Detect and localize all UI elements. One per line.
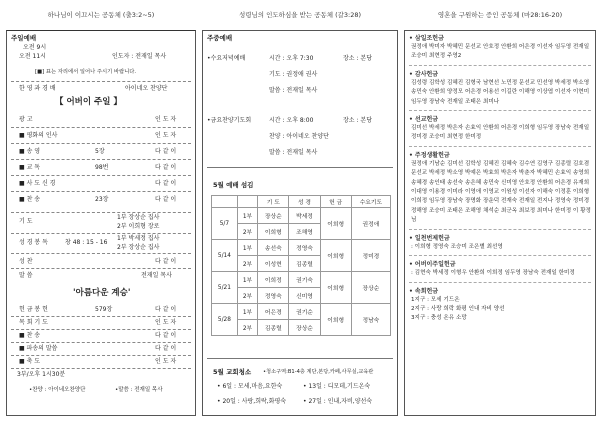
offering-section-title: • 감사헌금 [409,70,439,78]
divider [11,316,191,317]
sunday-worship-title: 주일예배 [11,34,37,42]
divider [11,342,191,343]
table-row [212,272,391,288]
scripture-cell: 정영숙 [289,240,320,256]
divider [11,159,191,160]
cleaning-title: 5월 교회청소 [213,368,252,376]
table-row [212,304,391,320]
offering-section [409,115,591,147]
column-header: 하나님이 이끄시는 공동체 (출3:2~5) [47,11,155,19]
prayer-second: 2부 이희형 장로 [117,223,160,230]
praise-header-right: 아이네오 찬양단 [125,85,168,92]
friday-praise: 찬양 : 아이네오 찬양단 [269,133,329,140]
offering-section [409,260,591,282]
divider [11,355,191,356]
divider [409,282,591,283]
scripture-label: 성 경 봉 독 [19,239,48,246]
offering-section-title: • 속회헌금 [409,287,439,295]
divider [409,229,591,230]
order-item-hymn: 98번 [95,164,109,171]
standing-notice: [■] 표는 자리에서 일어나 주시기 바랍니다. [35,69,137,75]
scripture-cell: 신미영 [289,288,320,304]
scripture-second: 2부 장상순 집사 [117,244,160,251]
wednesday-prayer: 기도 : 권정애 권사 [269,71,318,78]
divider [409,255,591,256]
time-second: 오전 11시 [19,53,46,60]
part-cell: 1부 [237,208,257,224]
order-item-label: ■ 교 독 [19,164,41,171]
order-item-label: 광 고 [19,116,33,123]
worship-order-column [6,0,196,424]
sermon-value: 전재일 목사 [141,272,172,279]
order-item-label: ■ 송 영 [19,148,41,155]
prayer-cell: 장상순 [258,208,289,224]
part-cell: 1부 [237,272,257,288]
may-service-title: 5월 예배 섬김 [213,181,254,189]
table-row [212,240,391,256]
order-item-leader: 다 같 이 [155,196,177,203]
wednesday-prayer-cell: 장상순 [351,272,390,304]
weekday-box [202,30,398,416]
wednesday-prayer-cell: 권정애 [351,208,390,240]
scripture-cell: 조해영 [289,224,320,240]
order-item-label: ■ 파송의 말씀 [19,345,58,352]
order-item-leader: 다 같 이 [155,345,177,352]
offering-cell: 이희형 [320,240,351,272]
wednesday-label: •수요저녁예배 [207,55,246,62]
afternoon-praise: •찬양 : 아이네오찬양단 [29,387,86,393]
cleaning-entry: • 20일 : 사랑,희락,화평숙 [217,398,287,405]
prayer-cell: 이희형 [258,224,289,240]
wednesday-prayer-cell: 정남숙 [351,304,390,336]
sermon-title-banner: '아름다운 계승' [73,288,131,298]
order-item-label: ■ 사 도 신 경 [19,180,56,187]
offering-section-names: 김성령 김학성 김혜진 김형국 남현선 노민정 문선교 민선영 박세정 박소영 송민숙 안환희 양정모 어은경 어용선 이길란 이해영 이상엽 이선자 이현미 임두영 장남숙 전재일 조태은 최미나 [411,79,590,105]
column-header: 영혼을 구원하는 증인 공동체 (마28:16-20) [437,11,563,19]
divider [11,191,191,192]
afternoon-time: 3부/오후 1시30분 [17,371,66,378]
parents-day-banner: 【 어버이 주일 】 [55,97,122,107]
offering-section [409,234,591,256]
wednesday-sermon: 말씀 : 전재일 목사 [269,87,318,94]
table-header-cell: 헌 금 [320,196,351,208]
friday-time: 시간 : 오후 8:00 [269,117,314,124]
communion-label: 성 찬 [19,258,33,265]
order-item-label: ■ 평화의 인사 [19,132,58,139]
scripture-cell: 권기순 [289,304,320,320]
part-cell: 2부 [237,224,257,240]
officiant: 인도자 : 전재일 목사 [112,53,167,60]
prayer-label: 기 도 [19,218,33,225]
offering-cell: 이희형 [320,304,351,336]
cleaning-entry: • 27일 : 인내,자비,양선숙 [303,398,373,405]
order-item-leader: 다 같 이 [155,332,177,339]
prayer-first: 1부 장상순 집사 [117,214,160,221]
order-item-leader: 다 같 이 [155,164,177,171]
prayer-cell: 정영숙 [258,288,289,304]
offering-column [404,0,596,424]
order-item-leader: 다 같 이 [155,180,177,187]
friday-label: •금요찬양기도회 [207,117,252,124]
order-item-label: 헌 금 봉 헌 [19,306,48,313]
offering-section-names: 권정애 박미자 박혜민 문선교 안호정 안환희 어은경 이선자 임두영 전재일 조승미 최현정 주영2 [411,44,590,60]
column-header: 성령님의 인도하심을 받는 공동체 (갈3:28) [238,11,362,19]
divider [11,368,191,369]
table-header-cell: 기 도 [258,196,289,208]
sermon-label: 말 씀 [19,272,33,279]
wednesday-place: 장소 : 본당 [343,55,373,62]
communion-value: 다 같 이 [155,258,177,265]
table-header-cell: 수요기도 [351,196,390,208]
part-cell: 2부 [237,256,257,272]
offering-section-names: 1지구 : 모세 기드온 2지구 : 사랑 희락 화평 인내 자비 양선 3지구 : 충성 온유 소망 [411,296,505,322]
divider [11,329,191,330]
worship-order-box [6,30,196,416]
may-service-table [211,195,391,336]
date-cell: 5/28 [212,304,238,336]
prayer-cell: 송선숙 [258,240,289,256]
prayer-cell: 김종렬 [258,320,289,336]
scripture-cell: 박세정 [289,208,320,224]
divider [409,146,591,147]
scripture-reference: 창 48 : 15 - 16 [65,239,108,246]
time-first: 오전 9시 [23,44,47,51]
order-item-leader: 인 도 자 [155,319,177,326]
date-cell: 5/21 [212,272,238,304]
divider [11,175,191,176]
part-cell: 2부 [237,288,257,304]
order-item-leader: 인 도 자 [155,358,177,365]
order-item-leader: 인 도 자 [155,116,177,123]
offering-section [409,34,591,66]
praise-header-left: 한 영 과 경 배 [19,85,56,92]
wednesday-prayer-cell: 정미경 [351,240,390,272]
cleaning-note: •청소구역:B1-4층 계단,본당,카페,사무실,교육관 [263,369,374,375]
offering-section-title: • 주정생활헌금 [409,151,450,159]
offering-section [409,287,591,324]
order-item-leader: 다 같 이 [155,306,177,313]
offering-section-names: : 김현숙 박세정 이형우 안환희 이희정 임두영 장남숙 전재일 한미정 [411,270,575,277]
divider [409,65,591,66]
order-item-hymn: 23장 [95,196,109,203]
cleaning-entry: • 13일 : 디모데,기드온숙 [303,383,371,390]
order-item-leader: 인 도 자 [155,132,177,139]
prayer-cell: 이희정 [258,272,289,288]
weekday-title: 주중예배 [207,34,233,42]
cleaning-entry: • 6일 : 모세,마음,요한숙 [217,383,283,390]
table-header-cell [212,196,238,208]
friday-place: 장소 : 본당 [343,117,373,124]
order-item-label: ■ 찬 송 [19,332,41,339]
date-cell: 5/14 [212,240,238,272]
prayer-cell: 이성현 [258,256,289,272]
divider [11,143,191,144]
part-cell: 1부 [237,304,257,320]
scripture-cell: 장상순 [289,320,320,336]
table-header-cell [237,196,257,208]
offering-cell: 이희형 [320,208,351,240]
prayer-cell: 어은경 [258,304,289,320]
order-item-label: ■ 축 도 [19,358,41,365]
date-cell: 5/7 [212,208,238,240]
offering-section [409,151,591,230]
order-item-leader: 다 같 이 [155,148,177,155]
friday-sermon: 말씀 : 전재일 목사 [269,149,318,156]
scripture-cell: 김종렬 [289,256,320,272]
offering-section-title: • 선교헌금 [409,116,439,124]
order-item-hymn: 579장 [95,306,113,313]
offering-sections [409,34,591,328]
part-cell: 2부 [237,320,257,336]
offering-section-title: • 삼일조헌금 [409,35,444,42]
table-row [212,208,391,224]
offering-section-title: • 어버이주일헌금 [409,261,456,269]
table-header-cell: 성 경 [289,196,320,208]
weekday-worship-column [202,0,398,424]
wednesday-time: 시간 : 오후 7:30 [269,55,314,62]
divider [409,110,591,111]
order-item-label: ■ 찬 송 [19,196,41,203]
offering-section-names: 권정애 기남순 김미선 김학성 김혜진 김혜숙 김수연 김영구 김종렬 김호겸 문선교 박세정 박소영 박예은 박효희 박은자 박춘자 박혜민 손효익 송영희 송혜경 송인태 송선숙 송은혜 송민숙 신미영 안호정 안환희 어은경 유재희 이대영 이용경 이미라 이영애 이영교 이원성 이선자 이해숙 이정훈 이희형 이희정 임두영 장남숙 장명화 장운덕 전재숙 전재일 전지나 정영숙 정미경 정해영 조승미 조태은 조해영 채석순 최군옥 최보정 최미나 한미정 이 황정님 [411,160,591,224]
offering-section-title: • 일천번제헌금 [409,234,450,242]
offering-section-names: : 이희형 정영숙 조승미 조은별 최선영 [411,243,503,250]
scripture-cell: 권기숙 [289,272,320,288]
offering-cell: 이희형 [320,272,351,304]
scripture-first: 1부 박세정 집사 [117,235,160,242]
offering-section [409,70,591,111]
order-item-label: 목 회 기 도 [19,319,48,326]
order-item-hymn: 5장 [95,148,105,155]
afternoon-sermon: •말씀 : 전재일 목사 [115,387,163,393]
offering-section-names: 김미선 박세정 박은자 손효익 안환희 어은경 이희형 임두영 장남숙 전재일 정미경 조승미 최현정 한미정 [411,125,590,141]
part-cell: 1부 [237,240,257,256]
offering-box [404,30,596,416]
divider [11,127,191,128]
